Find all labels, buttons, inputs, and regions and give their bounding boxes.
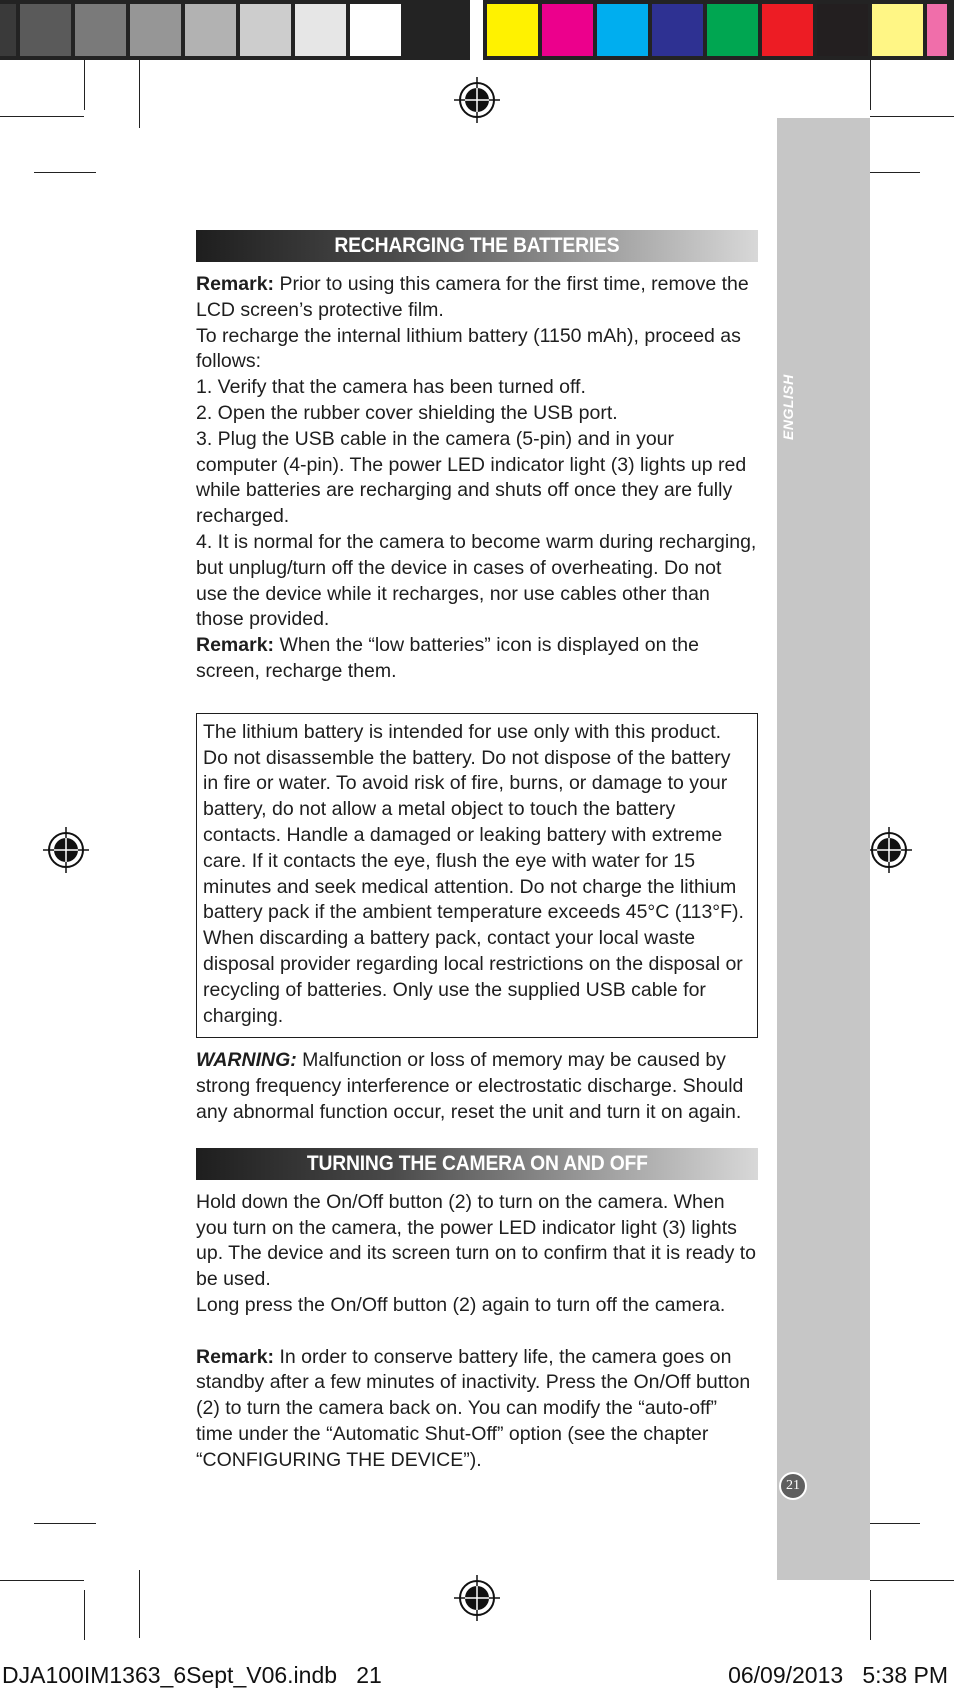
swatch <box>652 4 703 56</box>
color-bar-process <box>483 0 954 60</box>
step-item: 2. Open the rubber cover shielding the USB port. <box>196 401 618 424</box>
swatch <box>0 4 16 56</box>
body-paragraph: Hold down the On/Off button (2) to turn on the camera. When you turn on the camera, the power LED indicator light (3) lights up. The device and its screen turn on to confirm that it is ready to be used. <box>196 1190 757 1291</box>
footer-file-name: DJA100IM1363_6Sept_V06.indb 21 <box>2 1662 382 1688</box>
crop-mark <box>870 1590 871 1640</box>
swatch <box>927 4 947 56</box>
section-heading-recharging: RECHARGING THE BATTERIES <box>196 230 758 262</box>
registration-mark-icon <box>43 827 89 873</box>
remark-paragraph: Remark: Prior to using this camera for the first time, remove the LCD screen’s protective film. <box>196 273 749 321</box>
intro-paragraph: To recharge the internal lithium battery (1150 mAh), proceed as follows: <box>196 324 741 373</box>
footer-date-time: 06/09/2013 5:38 PM <box>728 1662 948 1688</box>
step-item: 4. It is normal for the camera to become warm during recharging, but unplug/turn off the device in cases of overheating. Do not use the device while it recharges, nor use cables other than those provided. <box>196 530 757 631</box>
crop-mark <box>0 116 84 117</box>
swatch <box>762 4 813 56</box>
swatch <box>185 4 236 56</box>
crop-mark <box>34 172 96 173</box>
swatch <box>542 4 593 56</box>
swatch <box>130 4 181 56</box>
swatch <box>597 4 648 56</box>
swatch <box>20 4 71 56</box>
swatch <box>872 4 923 56</box>
registration-mark-icon <box>454 1575 500 1621</box>
crop-mark <box>84 60 85 110</box>
swatch <box>707 4 758 56</box>
registration-mark-icon <box>866 827 912 873</box>
crop-mark <box>0 1580 84 1581</box>
battery-notice-box <box>196 713 758 1039</box>
swatch <box>75 4 126 56</box>
crop-mark <box>34 1523 96 1524</box>
crop-mark <box>139 60 140 128</box>
registration-mark-icon <box>454 77 500 123</box>
remark-paragraph: Remark: In order to conserve battery life, the camera goes on standby after a few minutes of inactivity. Press the On/Off button (2) to turn the camera back on. You can modify the “auto-off” time under the “Automatic Shut-Off” option (see the chapter “CONFIGURING THE DEVICE”). <box>196 1345 751 1471</box>
crop-mark <box>139 1570 140 1638</box>
crop-mark <box>870 116 954 117</box>
step-item: 3. Plug the USB cable in the camera (5-pin) and in your computer (4-pin). The power LED indicator light (3) lights up red while batteries are recharging and shuts off once they are fully recharged. <box>196 427 747 528</box>
language-label: ENGLISH <box>780 374 796 440</box>
swatch <box>817 4 868 56</box>
step-item: 1. Verify that the camera has been turned off. <box>196 376 586 399</box>
page-number: 21 <box>779 1472 807 1500</box>
swatch <box>487 4 538 56</box>
battery-notice-text: The lithium battery is intended for use only with this product. Do not disassemble the battery. Do not dispose of the battery in fire or water. To avoid risk of fire, burns, or damage to your battery, do not allow a metal object to touch the battery contacts. Handle a damaged or leaking battery with extreme care. If it contacts the eye, flush the eye with water for 15 minutes and seek medical attention. Do not charge the lithium battery pack if the ambient temperature exceeds 45°C (113°F). When discarding a battery pack, contact your local waste disposal provider regarding local restrictions on the disposal or recycling of batteries. Only use the supplied USB cable for charging. <box>203 720 744 1027</box>
crop-mark <box>870 60 871 110</box>
warning-paragraph: WARNING: Malfunction or loss of memory may be caused by strong frequency interference or electrostatic discharge. Should any abnormal function occur, reset the unit and turn it on again. <box>196 1049 744 1123</box>
crop-mark <box>84 1590 85 1640</box>
swatch <box>350 4 401 56</box>
crop-mark <box>870 1580 954 1581</box>
side-band <box>777 118 870 1580</box>
color-bar-grayscale <box>0 0 470 60</box>
swatch <box>240 4 291 56</box>
remark-paragraph: Remark: When the “low batteries” icon is displayed on the screen, recharge them. <box>196 634 699 682</box>
section-heading-on-off: TURNING THE CAMERA ON AND OFF <box>196 1148 758 1180</box>
swatch <box>295 4 346 56</box>
page-content <box>196 230 758 1474</box>
body-paragraph: Long press the On/Off button (2) again to turn off the camera. <box>196 1293 726 1316</box>
